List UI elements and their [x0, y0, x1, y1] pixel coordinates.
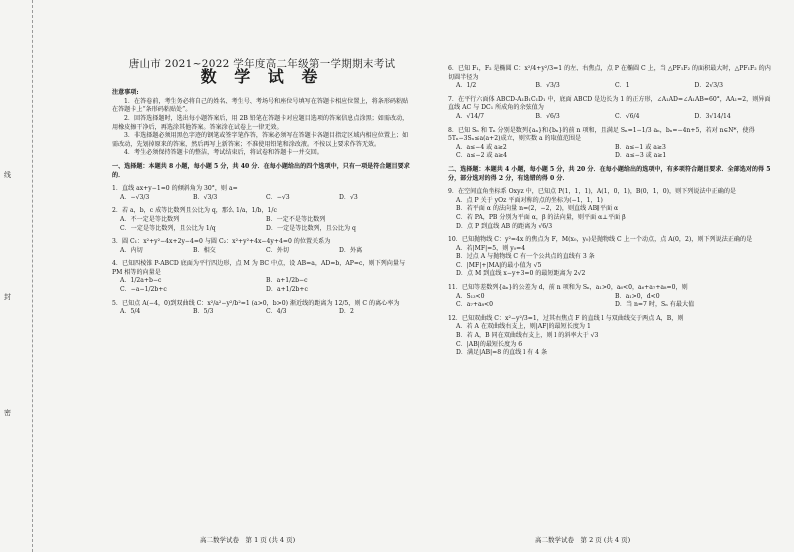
option: C．1 [615, 82, 630, 90]
option: C．a₇+a₈<0 [456, 301, 493, 309]
notice-item: 2．回答选择题时，选出每小题答案后，用 2B 铅笔在答题卡对应题目选项的答案信息点涂黑；如需改动，用橡皮擦干净后，再选涂其他答案。答案涂在试卷上一律无效。 [112, 114, 409, 131]
option-list [112, 247, 412, 256]
option: C．√6/4 [615, 112, 640, 120]
option: A．√14/7 [456, 112, 485, 120]
option: A．1/2a+b−c [120, 277, 162, 285]
question [112, 207, 412, 233]
question [112, 238, 412, 255]
option: A．1/2 [456, 82, 477, 90]
question-list [112, 185, 412, 317]
option-list [448, 82, 774, 91]
option: D．√3 [339, 193, 358, 201]
question [112, 300, 412, 317]
option: B．若 A，B 同在双曲线右支上，则 l 的斜率大于 √3 [456, 332, 599, 340]
option: A．若 A 在双曲线右支上，则|AF|的最短长度为 1 [456, 323, 591, 331]
option-list [448, 323, 774, 357]
question [448, 188, 774, 231]
option-list [112, 308, 412, 317]
option: D．一定是等比数列，且公比为 q [266, 224, 356, 232]
option: D．外离 [339, 246, 363, 254]
notice-item: 1．在答卷前，考生务必将自己的姓名、考生号、考场号和座位号填写在答题卡相应位置上，将条形码粘贴在答题卡上“条形码粘贴处”。 [112, 97, 409, 114]
option: D．点 P 到直线 AB 的距离为 √6/3 [456, 222, 553, 230]
binding-mark: 封 [4, 293, 11, 301]
question-stem: 8．已知 Sₙ 和 Tₙ 分别是数列{aₙ}和{bₙ}的前 n 项和，且满足 Sₙ=1−1/3 aₙ，bₙ=−4n+5，若对 n∈N*，使得 5Tₙ−3Sₙ≤a(a+2)成立，则实数 a 的取值范围是 [448, 126, 755, 143]
option: C．a≤−2 或 a≥4 [456, 152, 508, 160]
question [448, 96, 774, 122]
question-stem: 9．在空间直角坐标系 Oxyz 中，已知点 P(1，1，1)，A(1，0，1)，B(0，1，0)，则下列说法中正确的是 [448, 188, 737, 196]
option: B．√3/3 [535, 82, 560, 90]
option: A．点 P 关于 yOz 平面对称的点的坐标为(−1，1，1) [456, 196, 603, 204]
option: D．满足|AB|=8 的直线 l 有 4 条 [456, 349, 548, 357]
option: B．√3/3 [193, 193, 218, 201]
option: A．S₁₃<0 [456, 292, 485, 300]
option: B．一定不是等比数列 [266, 215, 326, 223]
option: A．不一定是等比数列 [120, 215, 180, 223]
option-list [448, 113, 774, 122]
option: D．3√14/14 [694, 112, 731, 120]
option: A．内切 [120, 246, 143, 254]
option: C．−√3 [266, 193, 290, 201]
option: A．5/4 [120, 308, 141, 316]
option-list [448, 197, 774, 231]
page-right [448, 60, 774, 358]
question-list [448, 65, 774, 161]
option-list [112, 216, 412, 233]
question [448, 65, 774, 91]
option-list [112, 277, 412, 294]
question-stem: 4．已知四棱锥 P-ABCD 底面为平行四边形，点 M 为 BC 中点，设 AB=a，AD=b，AP=c，则下列向量与 PM 相等的向量是 [112, 260, 406, 276]
binding-mark: 线 [4, 171, 11, 179]
question [448, 284, 774, 310]
option: C．−a−1/2b+c [120, 286, 167, 294]
option: B．5/3 [193, 308, 214, 316]
section-1-heading: 一、选择题：本题共 8 小题，每小题 5 分，共 40 分．在每小题给出的四个选项中，只有一项是符合题目要求的． [112, 162, 410, 179]
question-stem: 3．圆 C₁：x²+y²−4x+2y−4=0 与圆 C₂：x²+y²+4x−4y+4=0 的位置关系为 [112, 238, 331, 246]
question-stem: 11．已知等差数列{aₙ}的公差为 d，前 n 项和为 Sₙ，a₁>0，a₆<0，a₆+a₇+a₈=0，则 [448, 284, 688, 292]
option: D．a+1/2b+c [266, 286, 308, 294]
option-list [112, 194, 412, 203]
option: C．|MF|+|MA|的最小值为 √5 [456, 261, 542, 269]
option: A．−√3/3 [120, 193, 150, 201]
question [448, 315, 774, 358]
notice-list [112, 98, 412, 158]
question-stem: 10．已知抛物线 C：y²=4x 的焦点为 F，M(x₀，y₀)是抛物线 C 上一个动点，点 A(0，2)，则下列说法正确的是 [448, 236, 753, 244]
option: D．2 [339, 308, 354, 316]
option-list [448, 293, 774, 310]
option: C．外切 [266, 246, 289, 254]
option: B．相交 [193, 246, 216, 254]
option: D．2√3/3 [694, 82, 724, 90]
page-footer: 高二数学试卷 第 1 页 (共 4 页) [200, 536, 296, 544]
question [112, 185, 412, 202]
option-list [448, 245, 774, 279]
option: B．a+1/2b−c [266, 277, 308, 285]
option: B．a₁>0，d<0 [615, 292, 660, 300]
question-stem: 7．在平行六面体 ABCD-A₁B₁C₁D₁ 中，底面 ABCD 是边长为 1 的正方形，∠A₁AD=∠A₁AB=60°，AA₁=2，则异面直线 AC 与 DC₁ 所成角的余弦值为 [448, 95, 771, 112]
binding-margin [0, 0, 33, 552]
question-stem: 2．若 a，b，c 成等比数列且公比为 q，那么 1/a，1/b，1/c [112, 207, 277, 215]
notice-item: 4．考生必须保持答题卡的整洁，考试结束后，将试卷和答题卡一并交回。 [124, 149, 323, 157]
option: B．a≤−1 或 a≥3 [615, 143, 666, 151]
option: D．点 M 到直线 x−y+3=0 的最短距离为 2√2 [456, 270, 586, 278]
option: D．a≤−3 或 a≥1 [615, 152, 667, 160]
notice-heading: 注意事项: [112, 89, 139, 97]
option: B．若平面 α 的法向量 n=(2，−2，2)，则直线 AB∥平面 α [456, 205, 619, 213]
option: C．|AB|的最短长度为 6 [456, 340, 523, 348]
option: A．若|MF|=5，则 y₀=4 [456, 244, 526, 252]
section-2-heading: 二、选择题：本题共 4 小题，每小题 5 分，共 20 分．在每小题给出的选项中，有多项符合题目要求．全部选对的得 5 分，部分选对的得 2 分，有选错的得 0 分． [448, 165, 771, 182]
option: C．一定是等比数列，且公比为 1/q [120, 224, 216, 232]
option: C．若 PA，PB 分别为平面 α，β 的法向量，则平面 α⊥平面 β [456, 213, 626, 221]
option-list [448, 144, 774, 161]
option: A．a≤−4 或 a≥2 [456, 143, 507, 151]
exam-title: 唐山市 2021~2022 学年度高二年级第一学期期末考试 [128, 58, 396, 70]
question [448, 127, 774, 161]
subject-title: 数 学 试 卷 [200, 66, 324, 86]
binding-mark: 密 [4, 409, 11, 417]
question [112, 260, 412, 294]
question-stem: 5．已知点 A(−4，0)到双曲线 C：x²/a²−y²/b²=1 (a>0，b>0) 渐近线的距离为 12/5，则 C 的离心率为 [112, 299, 400, 307]
option: B．√6/3 [535, 112, 560, 120]
page-footer: 高二数学试卷 第 2 页 (共 4 页) [535, 536, 631, 544]
question-stem: 6．已知 F₁，F₂ 是椭圆 C：x²/4+y²/3=1 的左、右焦点，点 P 在椭圆 C 上，当 △PF₁F₂ 的面积最大时，△PF₁F₂ 的内切圆半径为 [448, 65, 771, 81]
question-list [448, 188, 774, 358]
option: B．过点 A 与抛物线 C 有一个公共点的直线有 3 条 [456, 253, 595, 261]
question-stem: 12．已知双曲线 C：x²−y²/3=1，过其右焦点 F 的直线 l 与双曲线交于两点 A，B，则 [448, 314, 684, 322]
question [448, 236, 774, 279]
question-stem: 1．直线 ax+y−1=0 的倾斜角为 30°，则 a= [112, 185, 238, 193]
page-left [112, 60, 412, 317]
notice-item: 3．非选择题必须用黑色字迹的钢笔或签字笔作答，答案必须写在答题卡各题目指定区域内相应位置上；如需改动，先划掉原来的答案，然后再写上新答案；不准使用铅笔和涂改液。不按以上要求作答无效。 [112, 132, 409, 148]
option: D．当 n=7 时，Sₙ 有最大值 [615, 301, 695, 309]
option: C．4/3 [266, 308, 287, 316]
